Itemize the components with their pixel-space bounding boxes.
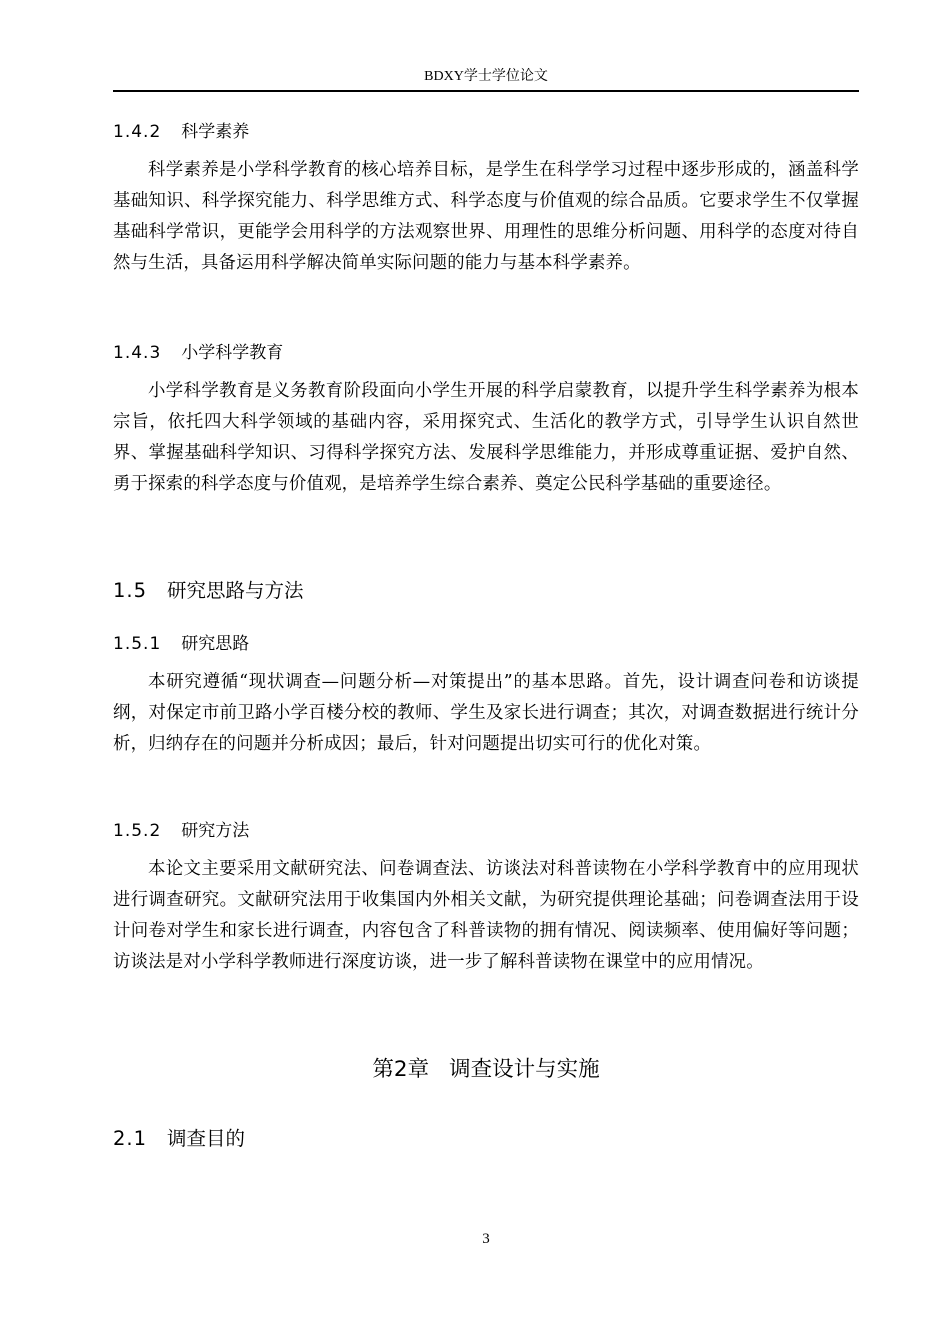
heading-1-5-1 bbox=[113, 632, 249, 656]
heading-1-5 bbox=[113, 577, 304, 605]
paragraph-research-methods: 本论文主要采用文献研究法、问卷调查法、访谈法对科普读物在小学科学教育中的应用现状进行调查研究。文献研究法用于收集国内外相关文献，为研究提供理论基础；问卷调查法用于设计问卷对学生和家长进行调查，内容包含了科普读物的拥有情况、阅读频率、使用偏好等问题；访谈法是对小学科学教师进行深度访谈，进一步了解科普读物在课堂中的应用情况。 bbox=[113, 859, 859, 972]
section-number: 1.4.3 bbox=[113, 343, 162, 363]
section-title: 研究思路与方法 bbox=[167, 579, 304, 602]
heading-1-5-2 bbox=[113, 819, 249, 843]
section-title: 研究思路 bbox=[181, 634, 250, 654]
section-title: 研究方法 bbox=[181, 821, 250, 841]
section-number: 1.5 bbox=[113, 579, 148, 602]
paragraph-research-approach: 本研究遵循“现状调查—问题分析—对策提出”的基本思路。首先，设计调查问卷和访谈提纲，对保定市前卫路小学百楼分校的教师、学生及家长进行调查；其次，对调查数据进行统计分析，归纳存在的问题并分析成因；最后，针对问题提出切实可行的优化对策。 bbox=[113, 672, 859, 754]
heading-2-1 bbox=[113, 1125, 245, 1153]
section-number: 1.5.2 bbox=[113, 821, 162, 841]
page-number: 3 bbox=[482, 1231, 490, 1247]
paragraph-primary-science-education: 小学科学教育是义务教育阶段面向小学生开展的科学启蒙教育，以提升学生科学素养为根本宗旨，依托四大科学领域的基础内容，采用探究式、生活化的教学方式，引导学生认识自然世界、掌握基础科学知识、习得科学探究方法、发展科学思维能力，并形成尊重证据、爱护自然、勇于探索的科学态度与价值观，是培养学生综合素养、奠定公民科学基础的重要途径。 bbox=[113, 381, 859, 494]
section-number: 2.1 bbox=[113, 1127, 148, 1150]
section-number: 1.4.2 bbox=[113, 122, 162, 142]
paragraph-scientific-literacy: 科学素养是小学科学教育的核心培养目标，是学生在科学学习过程中逐步形成的，涵盖科学基础知识、科学探究能力、科学思维方式、科学态度与价值观的综合品质。它要求学生不仅掌握基础科学常识，更能学会用科学的方法观察世界、用理性的思维分析问题、用科学的态度对待自然与生活，具备运用科学解决简单实际问题的能力与基本科学素养。 bbox=[113, 160, 859, 273]
page-header: BDXY学士学位论文 bbox=[113, 66, 859, 92]
section-title: 调查目的 bbox=[167, 1127, 246, 1150]
chapter-heading bbox=[113, 1055, 859, 1085]
heading-1-4-3 bbox=[113, 341, 283, 365]
chapter-title: 调查设计与实施 bbox=[449, 1057, 600, 1082]
chapter-number: 第2章 bbox=[372, 1057, 430, 1082]
section-title: 小学科学教育 bbox=[181, 343, 284, 363]
section-number: 1.5.1 bbox=[113, 634, 162, 654]
heading-1-4-2 bbox=[113, 120, 249, 144]
section-title: 科学素养 bbox=[181, 122, 250, 142]
